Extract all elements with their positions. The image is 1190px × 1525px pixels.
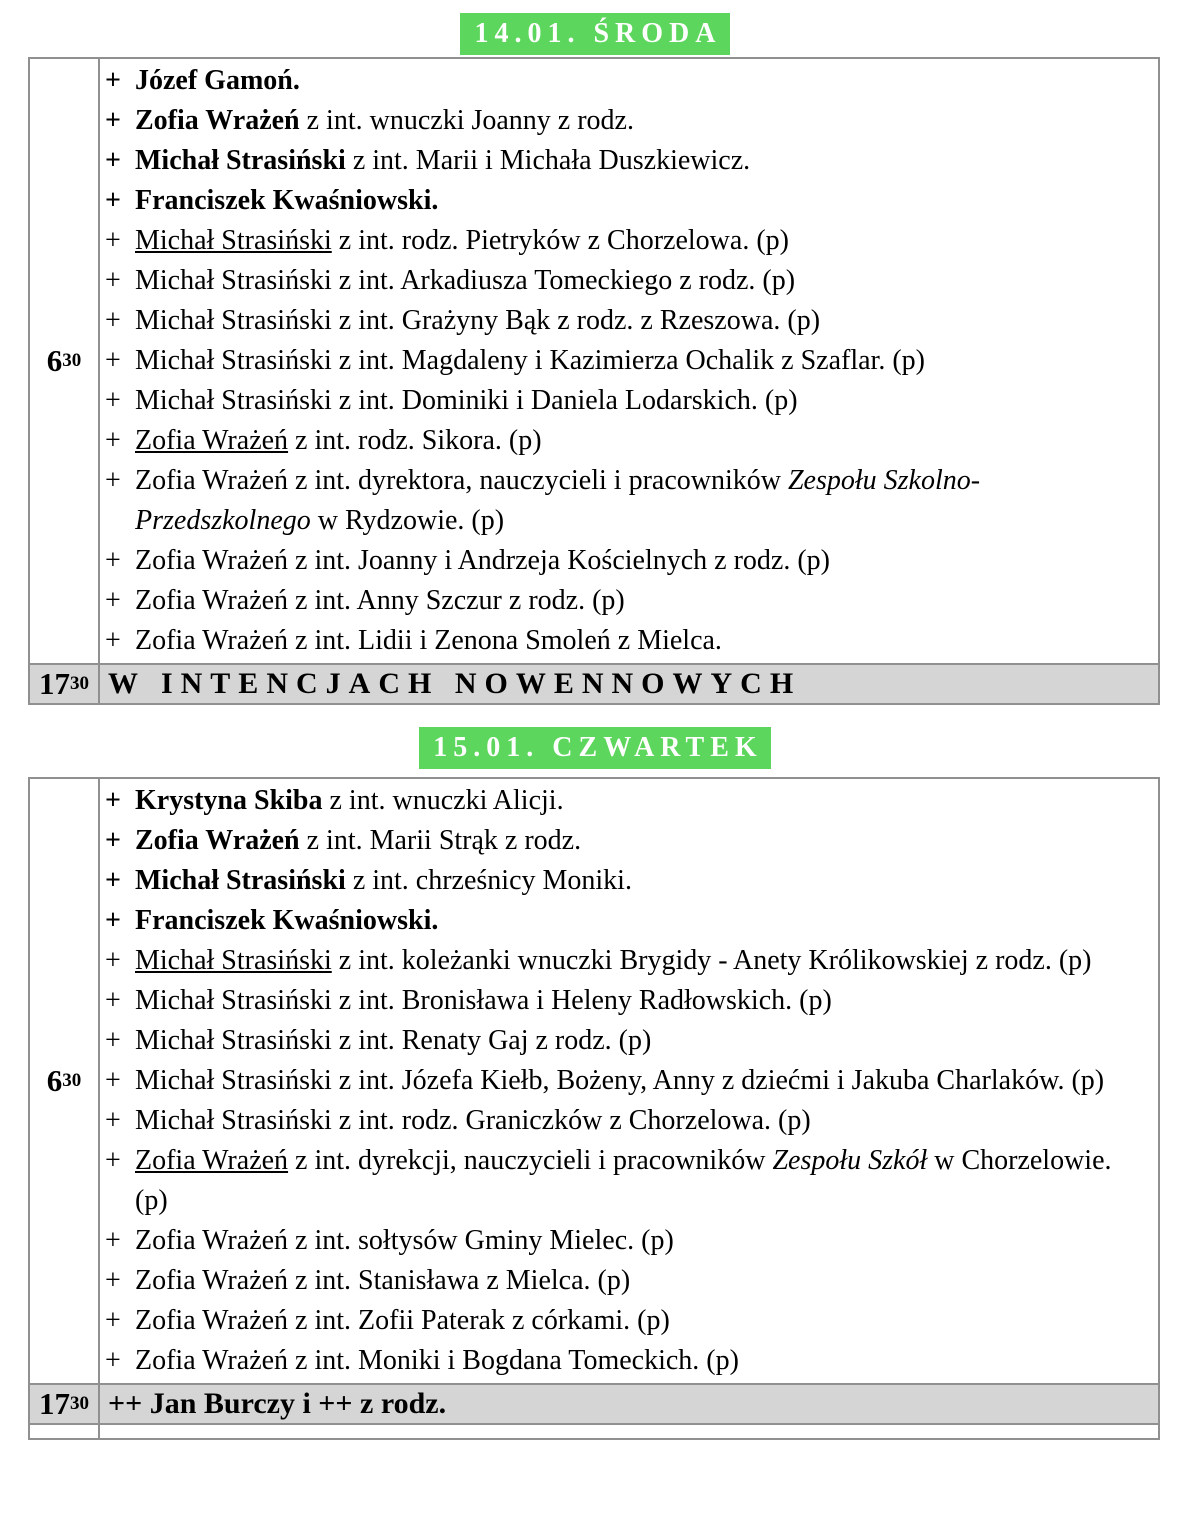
- time-hour: 6: [46, 1063, 63, 1098]
- intentions-list: [100, 59, 1158, 663]
- time-cell: [30, 1425, 100, 1438]
- intention-item: [105, 101, 1150, 141]
- plus-sign: +: [105, 1025, 121, 1056]
- intention-segment: Michał Strasiński z int. Bronisława i Heleny Radłowskich. (p): [135, 985, 832, 1016]
- intention-item: [105, 1301, 1150, 1341]
- intention-segment: Zofia Wrażeń: [135, 1145, 289, 1176]
- time-hour: 17: [39, 1386, 70, 1421]
- time-hour: 6: [46, 343, 63, 378]
- plus-sign: +: [105, 865, 121, 896]
- intention-segment: Zofia Wrażeń z int. dyrektora, nauczycieli i pracowników: [135, 465, 788, 496]
- intention-segment: Michał Strasiński z int. Renaty Gaj z rodz. (p): [135, 1025, 652, 1056]
- intention-segment: Michał Strasiński: [135, 945, 332, 976]
- mass-schedule-table: [28, 57, 1160, 705]
- intention-segment: Zofia Wrażeń: [135, 825, 300, 856]
- plus-sign: +: [105, 225, 121, 256]
- intention-segment: Józef Gamoń.: [135, 65, 300, 96]
- intention-segment: Michał Strasiński z int. Józefa Kiełb, Bożeny, Anny z dziećmi i Jakuba Charlaków. (p): [135, 1065, 1105, 1096]
- time-cell: 6 30: [30, 779, 100, 1383]
- intention-segment: Zofia Wrażeń z int. Lidii i Zenona Smoleń z Mielca.: [135, 625, 722, 656]
- intention-item: [105, 301, 1150, 341]
- page: [0, 13, 1190, 1525]
- intention-segment: z int. chrześnicy Moniki.: [345, 865, 632, 896]
- intention-item: [105, 901, 1150, 941]
- intention-item: [105, 1021, 1150, 1061]
- intention-segment: z int. rodz. Pietryków z Chorzelowa. (p): [331, 225, 789, 256]
- intention-segment: z int. rodz. Sikora. (p): [288, 425, 542, 456]
- day-header: 14.01. ŚRODA: [460, 13, 729, 55]
- intention-item: [105, 1341, 1150, 1381]
- intention-segment: Zofia Wrażeń: [135, 105, 300, 136]
- intentions-list: [100, 779, 1158, 1383]
- plus-sign: +: [105, 425, 121, 456]
- day-header-row: [0, 727, 1190, 769]
- time-cell: 17 30: [30, 1385, 100, 1423]
- intention-item: [105, 541, 1150, 581]
- plus-sign: +: [105, 905, 121, 936]
- intention-item: [105, 1141, 1150, 1221]
- plus-sign: +: [105, 1105, 121, 1136]
- intention-item: [105, 861, 1150, 901]
- intention-item: [105, 581, 1150, 621]
- intention-segment: z int. Marii i Michała Duszkiewicz.: [345, 145, 751, 176]
- intention-item: [105, 1221, 1150, 1261]
- intention-item: [105, 981, 1150, 1021]
- next-row-partial: [30, 1423, 1158, 1438]
- intention-segment: Michał Strasiński z int. Arkadiusza Tomeckiego z rodz. (p): [135, 265, 796, 296]
- plus-sign: +: [105, 785, 121, 816]
- plus-sign: +: [105, 305, 121, 336]
- intention-segment: Michał Strasiński z int. Grażyny Bąk z rodz. z Rzeszowa. (p): [135, 305, 821, 336]
- plus-sign: +: [105, 145, 121, 176]
- plus-sign: +: [105, 65, 121, 96]
- morning-mass-row: [30, 59, 1158, 663]
- evening-intention: W INTENCJACH NOWENNOWYCH: [108, 667, 802, 700]
- intention-segment: Zofia Wrażeń z int. Stanisława z Mielca. (p): [135, 1265, 631, 1296]
- plus-sign: +: [105, 1225, 121, 1256]
- intention-segment: Zespołu Szkolno-Przedszkolnego: [135, 465, 981, 536]
- plus-sign: +: [105, 1345, 121, 1376]
- plus-sign: +: [105, 585, 121, 616]
- intention-segment: Zofia Wrażeń: [135, 425, 289, 456]
- intention-item: [105, 1101, 1150, 1141]
- intention-item: [105, 381, 1150, 421]
- day-header: 15.01. CZWARTEK: [419, 727, 770, 769]
- intention-segment: Michał Strasiński z int. Dominiki i Daniela Lodarskich. (p): [135, 385, 798, 416]
- intention-segment: Michał Strasiński z int. Magdaleny i Kazimierza Ochalik z Szaflar. (p): [135, 345, 925, 376]
- mass-schedule-table: [28, 777, 1160, 1440]
- plus-sign: +: [105, 1145, 121, 1176]
- plus-sign: +: [105, 625, 121, 656]
- plus-sign: +: [105, 1065, 121, 1096]
- intention-item: [105, 181, 1150, 221]
- intention-segment: Zofia Wrażeń z int. sołtysów Gminy Mielec. (p): [135, 1225, 674, 1256]
- intention-item: [105, 621, 1150, 661]
- intention-item: [105, 941, 1150, 981]
- time-cell: 6 30: [30, 59, 100, 663]
- intention-segment: Zofia Wrażeń z int. Zofii Paterak z córkami. (p): [135, 1305, 670, 1336]
- time-hour: 17: [39, 666, 70, 701]
- day-section-thursday: [0, 727, 1190, 1440]
- intention-segment: Michał Strasiński z int. rodz. Graniczków z Chorzelowa. (p): [135, 1105, 811, 1136]
- intention-segment: Michał Strasiński: [135, 145, 346, 176]
- time-cell: 17 30: [30, 665, 100, 703]
- intention-item: [105, 341, 1150, 381]
- plus-sign: +: [105, 545, 121, 576]
- intention-segment: z int. wnuczki Joanny z rodz.: [299, 105, 634, 136]
- plus-sign: +: [105, 185, 121, 216]
- intention-segment: z int. dyrekcji, nauczycieli i pracowników: [288, 1145, 773, 1176]
- intention-item: [105, 1261, 1150, 1301]
- plus-sign: +: [105, 945, 121, 976]
- plus-sign: +: [105, 1265, 121, 1296]
- evening-mass-row: [30, 1383, 1158, 1423]
- intention-segment: Zespołu Szkół: [772, 1145, 928, 1176]
- intention-segment: Zofia Wrażeń z int. Anny Szczur z rodz. (p): [135, 585, 625, 616]
- morning-mass-row: [30, 779, 1158, 1383]
- intention-item: [105, 421, 1150, 461]
- intention-item: [105, 261, 1150, 301]
- plus-sign: +: [105, 985, 121, 1016]
- plus-sign: +: [105, 465, 121, 496]
- intentions-list: [100, 1425, 1158, 1438]
- intention-segment: z int. Marii Strąk z rodz.: [299, 825, 582, 856]
- intention-item: [105, 141, 1150, 181]
- intention-segment: Krystyna Skiba: [135, 785, 323, 816]
- intention-segment: Franciszek Kwaśniowski.: [135, 905, 439, 936]
- intention-segment: w Rydzowie. (p): [310, 505, 505, 536]
- intention-item: [105, 781, 1150, 821]
- day-header-row: [0, 13, 1190, 55]
- plus-sign: +: [105, 385, 121, 416]
- intention-segment: Zofia Wrażeń z int. Joanny i Andrzeja Kościelnych z rodz. (p): [135, 545, 830, 576]
- day-section-wednesday: [0, 13, 1190, 705]
- plus-sign: +: [105, 105, 121, 136]
- intention-segment: Zofia Wrażeń z int. Moniki i Bogdana Tomeckich. (p): [135, 1345, 739, 1376]
- intention-segment: Franciszek Kwaśniowski.: [135, 185, 439, 216]
- intention-segment: z int. wnuczki Alicji.: [322, 785, 564, 816]
- plus-sign: +: [105, 1305, 121, 1336]
- plus-sign: +: [105, 825, 121, 856]
- plus-sign: +: [105, 345, 121, 376]
- intention-segment: z int. koleżanki wnuczki Brygidy - Anety Królikowskiej z rodz. (p): [331, 945, 1092, 976]
- intention-segment: Michał Strasiński: [135, 225, 332, 256]
- intention-segment: w Chorzelowie. (p): [135, 1145, 1112, 1216]
- intention-item: [105, 461, 1150, 541]
- plus-sign: +: [105, 265, 121, 296]
- intention-item: [105, 61, 1150, 101]
- intention-item: [105, 221, 1150, 261]
- intention-item: [105, 1061, 1150, 1101]
- evening-mass-row: [30, 663, 1158, 703]
- evening-intention: ++ Jan Burczy i ++ z rodz.: [108, 1387, 447, 1420]
- intention-item: [105, 821, 1150, 861]
- intention-segment: Michał Strasiński: [135, 865, 346, 896]
